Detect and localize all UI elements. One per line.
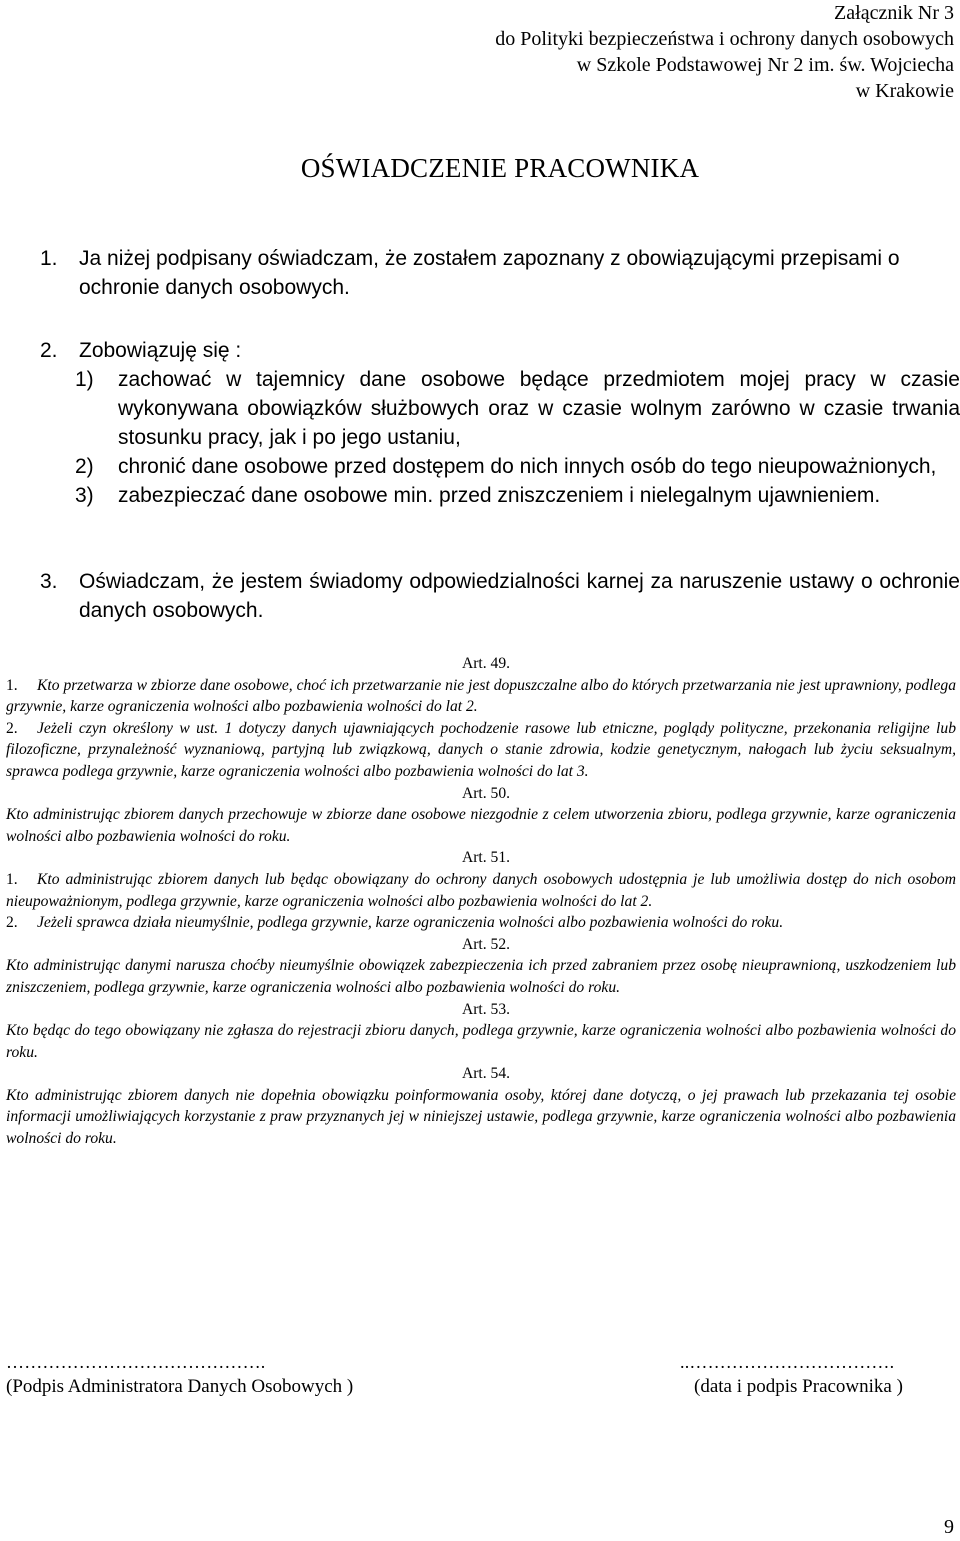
- statement-2: [40, 336, 960, 510]
- article-54-title: Art. 54.: [461, 1065, 511, 1083]
- article-51-section-1: [6, 869, 956, 912]
- article-49-section-2: [6, 718, 956, 783]
- obligation-item-1-number: 1): [75, 368, 94, 391]
- article-49-section-2-number: 2.: [6, 719, 18, 737]
- article-51-section-2-text: Jeżeli sprawca działa nieumyślnie, podlega grzywnie, karze ograniczenia wolności albo pozbawienia wolności do roku.: [37, 914, 784, 932]
- statement-2-text: Zobowiązuję się :: [79, 339, 242, 362]
- statement-3-number: 3.: [40, 570, 58, 593]
- page-number: 9: [944, 1516, 954, 1538]
- page-title: OŚWIADCZENIE PRACOWNIKA: [300, 153, 700, 183]
- administrator-signature-label: (Podpis Administratora Danych Osobowych ): [6, 1376, 354, 1397]
- legal-provisions: [6, 653, 956, 1150]
- article-49-section-1: [6, 675, 956, 718]
- obligation-item-2: [75, 452, 960, 481]
- document-header: [495, 0, 954, 104]
- article-53-text: Kto będąc do tego obowiązany nie zgłasza do rejestracji zbioru danych, podlega grzywnie, karze ograniczenia wolności albo pozbawienia wolności do roku.: [6, 1022, 956, 1061]
- article-50-title: Art. 50.: [461, 784, 511, 802]
- statement-1-text: Ja niżej podpisany oświadczam, że zostałem zapoznany z obowiązującymi przepisami o ochronie danych osobowych.: [79, 247, 900, 299]
- school-city: w Krakowie: [855, 80, 954, 102]
- administrator-signature-line: …………………………………….: [6, 1352, 266, 1372]
- policy-reference: do Polityki bezpieczeństwa i ochrony danych osobowych: [495, 28, 954, 50]
- obligation-item-3: [75, 481, 960, 510]
- obligation-item-3-text: zabezpieczać dane osobowe min. przed zniszczeniem i nielegalnym ujawnieniem.: [118, 484, 881, 507]
- statement-1-number: 1.: [40, 247, 58, 270]
- obligation-item-1: [75, 365, 960, 452]
- obligation-item-3-number: 3): [75, 484, 94, 507]
- article-53-title: Art. 53.: [461, 1000, 511, 1018]
- article-52-text: Kto administrując danymi narusza choćby nieumyślnie obowiązek zabezpieczenia ich przed zabraniem przez osobę nieuprawnioną, uszkodzeniem lub zniszczeniem, podlega grzywnie, karze ograniczenia wolności albo pozbawienia wolności do roku.: [6, 957, 956, 996]
- article-49-section-2-text: Jeżeli czyn określony w ust. 1 dotyczy danych ujawniających pochodzenie rasowe lub etniczne, poglądy polityczne, przekonania religijne lub filozoficzne, przynależność wyznaniową, partyjną lub związkową, danych o stanie zdrowia, kodzie genetycznym, nałogach lub życiu seksualnym, sprawca podlega grzywnie, karze ograniczenia wolności albo pozbawienia wolności do lat 3.: [6, 719, 956, 780]
- statement-1: [40, 244, 960, 302]
- statement-2-number: 2.: [40, 339, 58, 362]
- article-51-section-1-number: 1.: [6, 870, 18, 888]
- article-50-text: Kto administrując zbiorem danych przechowuje w zbiorze dane osobowe niezgodnie z celem utworzenia zbioru, podlega grzywnie, karze ograniczenia wolności albo pozbawienia wolności do roku.: [6, 806, 956, 845]
- article-51-section-2-number: 2.: [6, 914, 18, 932]
- article-51-section-2: [6, 912, 956, 934]
- attachment-number: Załącznik Nr 3: [834, 2, 954, 24]
- article-51-section-1-text: Kto administrując zbiorem danych lub będąc obowiązany do ochrony danych osobowych udostępnia je lub umożliwia dostęp do nich osobom nieupoważnionym, podlega grzywnie, karze ograniczenia wolności albo pozbawienia wolności do lat 2.: [6, 870, 956, 910]
- statement-3-text: Oświadczam, że jestem świadomy odpowiedzialności karnej za naruszenie ustawy o ochronie danych osobowych.: [79, 570, 960, 622]
- article-49-section-1-text: Kto przetwarza w zbiorze dane osobowe, choć ich przetwarzanie nie jest dopuszczalne albo do których przetwarzania nie jest uprawniony, podlega grzywnie, karze ograniczenia wolności albo pozbawienia wolności do lat 2.: [6, 676, 956, 716]
- obligation-item-2-text: chronić dane osobowe przed dostępem do nich innych osób do tego nieupoważnionych,: [118, 455, 937, 478]
- obligation-item-1-text: zachować w tajemnicy dane osobowe będące przedmiotem mojej pracy w czasie wykonywana obowiązków służbowych oraz w czasie wolnym zarówno w czasie trwania stosunku pracy, jak i po jego ustaniu,: [118, 368, 960, 449]
- school-name: w Szkole Podstawowej Nr 2 im. św. Wojciecha: [576, 54, 954, 76]
- article-54-text: Kto administrując zbiorem danych nie dopełnia obowiązku poinformowania osoby, której dane dotyczą, o jej prawach lub przekazania tej osobie informacji umożliwiających korzystanie z praw przyznanych jej w niniejszej ustawie, podlega grzywnie, karze ograniczenia wolności albo pozbawienia wolności do roku.: [6, 1086, 956, 1148]
- article-52-title: Art. 52.: [461, 935, 511, 953]
- article-49-section-1-number: 1.: [6, 676, 18, 694]
- article-51-title: Art. 51.: [461, 849, 511, 867]
- employee-signature-line: ..…………………………….: [680, 1352, 895, 1372]
- statement-3: [40, 567, 960, 625]
- obligation-item-2-number: 2): [75, 455, 94, 478]
- article-49-title: Art. 49.: [461, 655, 511, 672]
- employee-signature-label: (data i podpis Pracownika ): [694, 1376, 903, 1397]
